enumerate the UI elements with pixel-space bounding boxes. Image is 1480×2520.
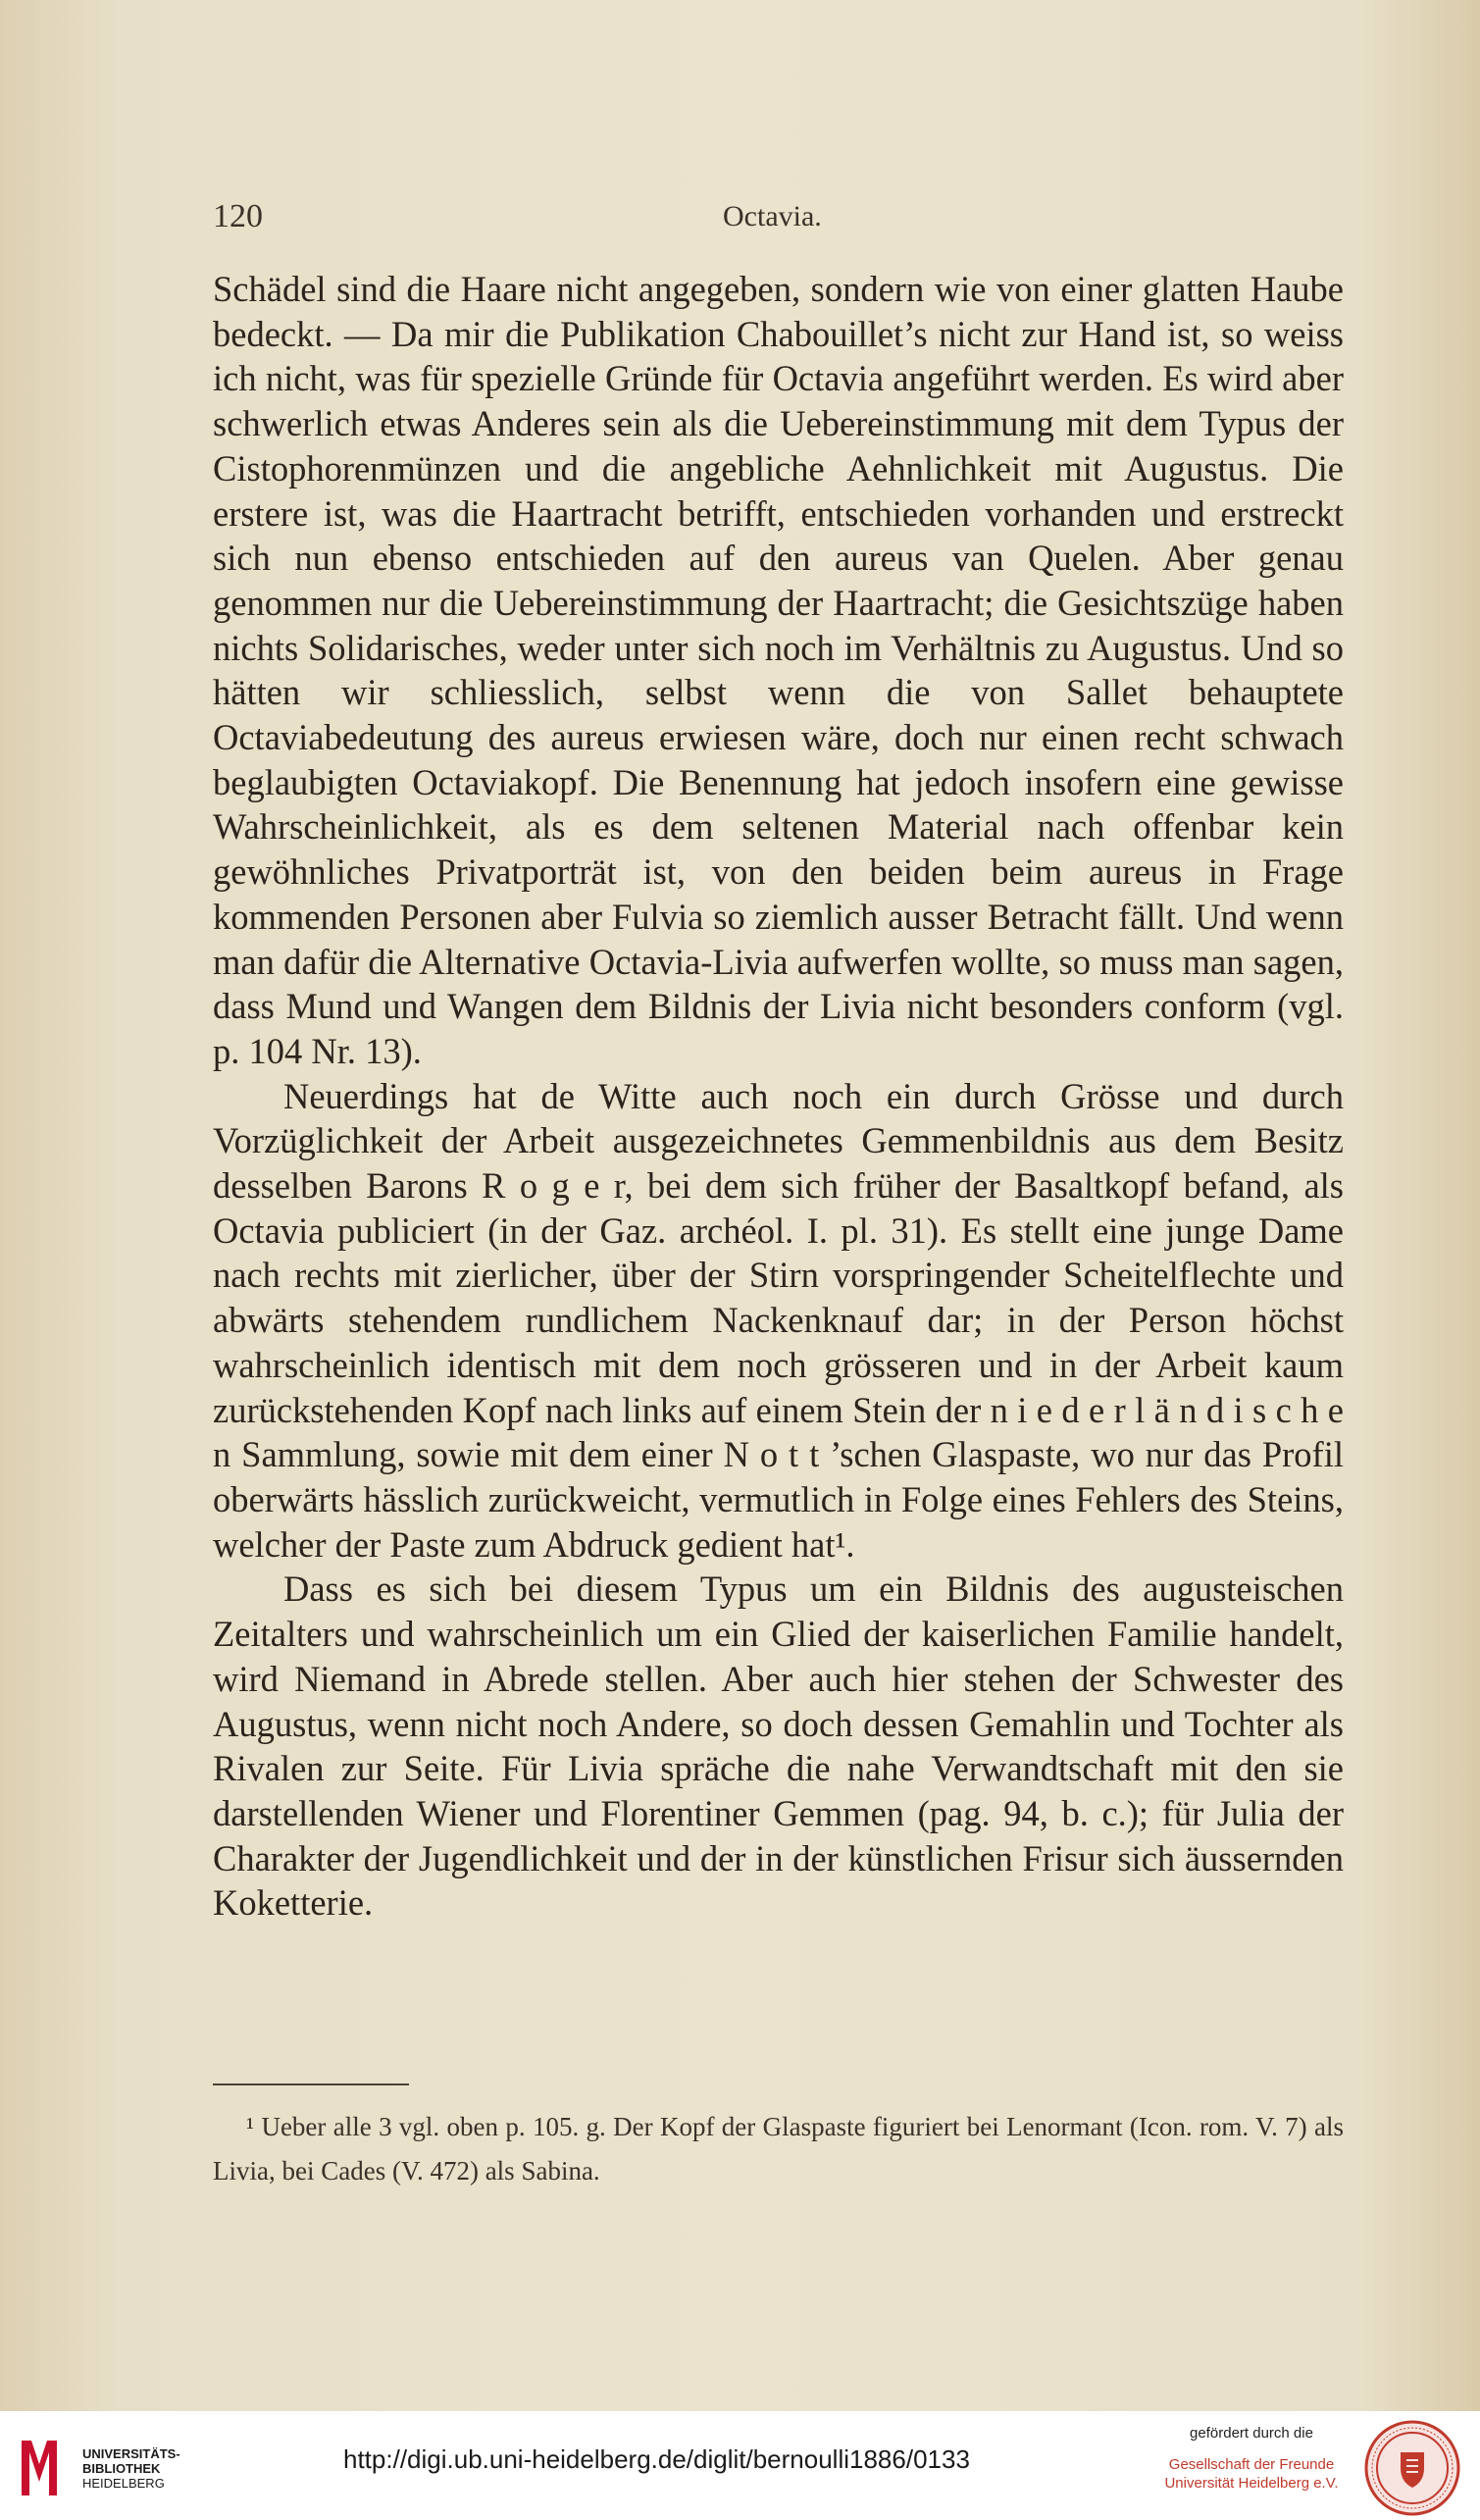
footnote xyxy=(213,2105,1344,2193)
footnote-text: ¹ Ueber alle 3 vgl. oben p. 105. g. Der Kopf der Glaspaste figuriert bei Lenormant (Icon. rom. V. 7) als Livia, bei Cades (V. 472) als Sabina. xyxy=(213,2112,1344,2186)
library-name-line1: UNIVERSITÄTS- xyxy=(82,2446,180,2461)
running-head: Octavia. xyxy=(723,200,822,232)
sponsor-name-line1: Gesellschaft der Freunde xyxy=(1168,2456,1335,2473)
sponsor-name-line2: Universität Heidelberg e.V. xyxy=(1164,2475,1339,2492)
paragraph-1: Schädel sind die Haare nicht angegeben, sondern wie von einer glatten Haube bedeckt. — Da mir die Publikation Chabouillet’s nicht zur Hand ist, so weiss ich nicht, was für spezielle Gründe für Octavia angeführt werden. Es wird aber schwerlich etwas Anderes sein als die Uebereinstimmung mit dem Typus der Cistophorenmünzen und die angebliche Aehnlichkeit mit Augustus. Die erstere ist, was die Haartracht betrifft, entschieden vorhanden und erstreckt sich nun ebenso entschieden auf den aureus van Quelen. Aber genau genommen nur die Uebereinstimmung der Haartracht; die Gesichtszüge haben nichts Solidarisches, weder unter sich noch im Verhältnis zu Augustus. Und so hätten wir schliesslich, selbst wenn die von Sallet behauptete Octaviabedeutung des aureus erwiesen wäre, doch nur einen recht schwach beglaubigten Octaviakopf. Die Benennung hat jedoch insofern eine gewisse Wahrscheinlichkeit, als es dem seltenen Material nach offenbar kein gewöhnliches Privatporträt ist, von den beiden beim aureus in Frage kommenden Personen aber Fulvia so ziemlich ausser Betracht fällt. Und wenn man dafür die Alternative Octavia-Livia aufwerfen wollte, so muss man sagen, dass Mund und Wangen dem Bildnis der Livia nicht besonders conform (vgl. p. 104 Nr. 13). xyxy=(213,269,1344,1071)
sponsor-intro: gefördert durch die xyxy=(1190,2425,1313,2442)
paragraph-3: Dass es sich bei diesem Typus um ein Bildnis des augusteischen Zeitalters und wahrscheinlich um ein Glied der kaiserlichen Familie handelt, wird Niemand in Abrede stellen. Aber auch hier stehen der Schwester des Augustus, wenn nicht noch Andere, so doch dessen Gemahlin und Tochter als Rivalen zur Seite. Für Livia spräche die nahe Verwandtschaft mit den sie darstellenden Wiener und Florentiner Gemmen (pag. 94, b. c.); für Julia der Charakter der Jugendlichkeit und der in der künstlichen Frisur sich äussernden Koketterie. xyxy=(213,1569,1344,1924)
paragraph-2: Neuerdings hat de Witte auch noch ein durch Grösse und durch Vorzüglichkeit der Arbeit ausgezeichnetes Gemmenbildnis aus dem Besitz desselben Barons R o g e r, bei dem sich früher der Basaltkopf befand, als Octavia publiciert (in der Gaz. archéol. I. pl. 31). Es stellt eine junge Dame nach rechts mit zierlicher, über der Stirn vorspringender Scheitelflechte und abwärts stehendem rundlichem Nackenknauf dar; in der Person höchst wahrscheinlich identisch mit dem noch grösseren und in der Arbeit kaum zurückstehenden Kopf nach links auf einem Stein der n i e d e r l ä n d i s c h e n Sammlung, sowie mit dem einer N o t t ’schen Glaspaste, wo nur das Profil oberwärts hässlich zurückweicht, vermutlich in Folge eines Fehlers des Steins, welcher der Paste zum Abdruck gedient hat¹. xyxy=(213,1075,1344,1565)
permalink-url[interactable]: http://digi.ub.uni-heidelberg.de/diglit/bernoulli1886/0133 xyxy=(343,2444,970,2474)
library-name-line3: HEIDELBERG xyxy=(82,2476,165,2491)
library-name-line2: BIBLIOTHEK xyxy=(82,2461,161,2476)
page-number: 120 xyxy=(213,198,263,234)
library-logo-icon[interactable] xyxy=(16,2433,63,2503)
body-text xyxy=(213,267,1344,1926)
library-name[interactable] xyxy=(82,2446,180,2491)
footer-bar xyxy=(0,2411,1480,2520)
page-header xyxy=(213,198,1333,247)
university-seal-icon[interactable] xyxy=(1363,2419,1461,2517)
footnote-divider xyxy=(213,2083,409,2085)
sponsor-block[interactable] xyxy=(1149,2425,1353,2493)
